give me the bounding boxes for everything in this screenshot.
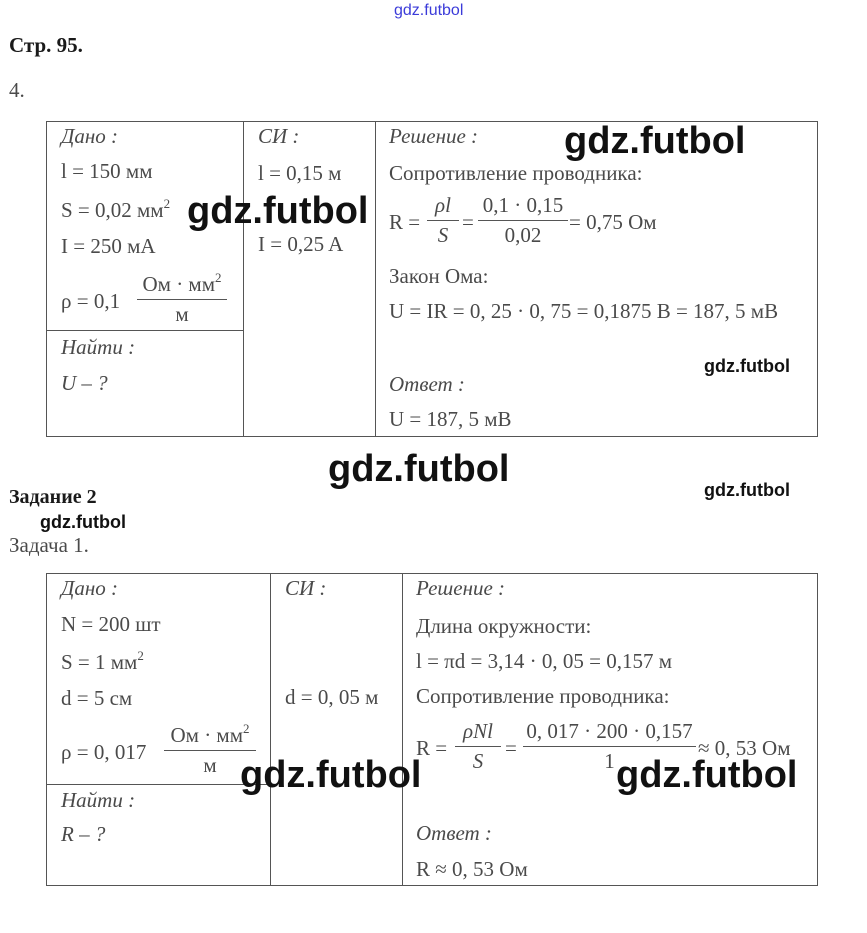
task2-formula2-eq: = [505,736,517,760]
task2-given-S: S = 1 $мм^2$ [61,648,144,674]
watermark: gdz.futbol [240,754,422,796]
task1-formula2: U = IR = 0, 25 · 0, 75 = 0,1875 B = 187, 5 мВ [389,299,779,323]
task1-formula1-frac1: $\frac{\rho l}{S}$ [427,193,459,248]
watermark-top: gdz.futbol [394,2,464,19]
task1-si-I: I = 0,25 A [258,232,344,256]
section-title: Задание 2 [9,486,97,508]
watermark: gdz.futbol [616,754,798,796]
task1-step1-title: Сопротивление проводника: [389,161,643,185]
section-subtitle: Задача 1. [9,533,89,557]
page-reference: Стр. 95. [9,33,83,57]
task2-find: R – ? [61,822,106,846]
task2-given-d: d = 5 см [61,686,133,710]
watermark: gdz.futbol [704,356,790,376]
task2-given-N: N = 200 шт [61,612,161,636]
task2-divider-find [46,784,271,785]
task2-si-d: d = 0, 05 м [285,685,379,709]
task2-step2-title: Сопротивление проводника: [416,684,670,708]
task2-divider-si [402,573,403,886]
task1-divider-find [46,330,244,331]
task2-answer: R ≈ 0, 53 Ом [416,857,528,881]
task1-formula1-frac2: $\frac{0,1 \cdot 0,15}{0,02}$ [478,193,568,248]
problem-number: 4. [9,78,25,102]
task1-given-label: Дано : [61,124,119,148]
task1-find: U – ? [61,371,108,395]
task1-divider-si [375,121,376,437]
watermark: gdz.futbol [328,448,510,490]
task1-divider-given [243,121,244,437]
task1-solution-label: Решение : [389,124,479,148]
task2-divider-given [270,573,271,886]
task2-step1-title: Длина окружности: [416,614,592,638]
task2-solution-label: Решение : [416,576,506,600]
task2-given-rho: ρ = 0, 017 [61,740,147,764]
task2-si-label: СИ : [285,576,327,600]
task1-find-label: Найти : [61,335,136,359]
task1-si-l: l = 0,15 м [258,161,342,185]
task2-formula1: l = πd = 3,14 · 0, 05 = 0,157 м [416,649,672,673]
watermark: gdz.futbol [704,480,790,500]
task1-answer: U = 187, 5 мВ [389,407,512,431]
task2-formula2-frac2: $\frac{0, 017 \cdot 200 \cdot 0,157}{1}$ [523,719,696,774]
watermark: gdz.futbol [187,190,369,232]
task2-formula2-result: ≈ 0, 53 Ом [698,736,791,760]
task2-formula2-frac1: ρNl S [455,719,501,774]
task2-answer-label: Ответ : [416,821,492,845]
task1-step2-title: Закон Ома: [389,264,489,288]
task1-answer-label: Ответ : [389,372,465,396]
task2-rho-unit: Ом · $мм^2$ м [164,723,256,778]
task2-given-label: Дано : [61,576,119,600]
task1-given-I: I = 250 мА [61,234,156,258]
task1-si-label: СИ : [258,124,300,148]
task1-given-S: S = 0,02 $мм^2$ [61,196,171,222]
watermark: gdz.futbol [564,120,746,162]
task2-find-label: Найти : [61,788,136,812]
task1-formula1-lhs: R = [389,210,421,234]
task1-given-l: l = 150 мм [61,159,153,183]
task1-formula1-eq: = [462,210,474,234]
task1-given-rho: ρ = 0,1 [61,289,121,313]
task2-formula2-lhs: R = [416,736,448,760]
task1-rho-unit: Ом · $мм^2$ м [137,272,227,327]
task1-formula1-result: = 0,75 Ом [569,210,657,234]
watermark: gdz.futbol [40,512,126,532]
